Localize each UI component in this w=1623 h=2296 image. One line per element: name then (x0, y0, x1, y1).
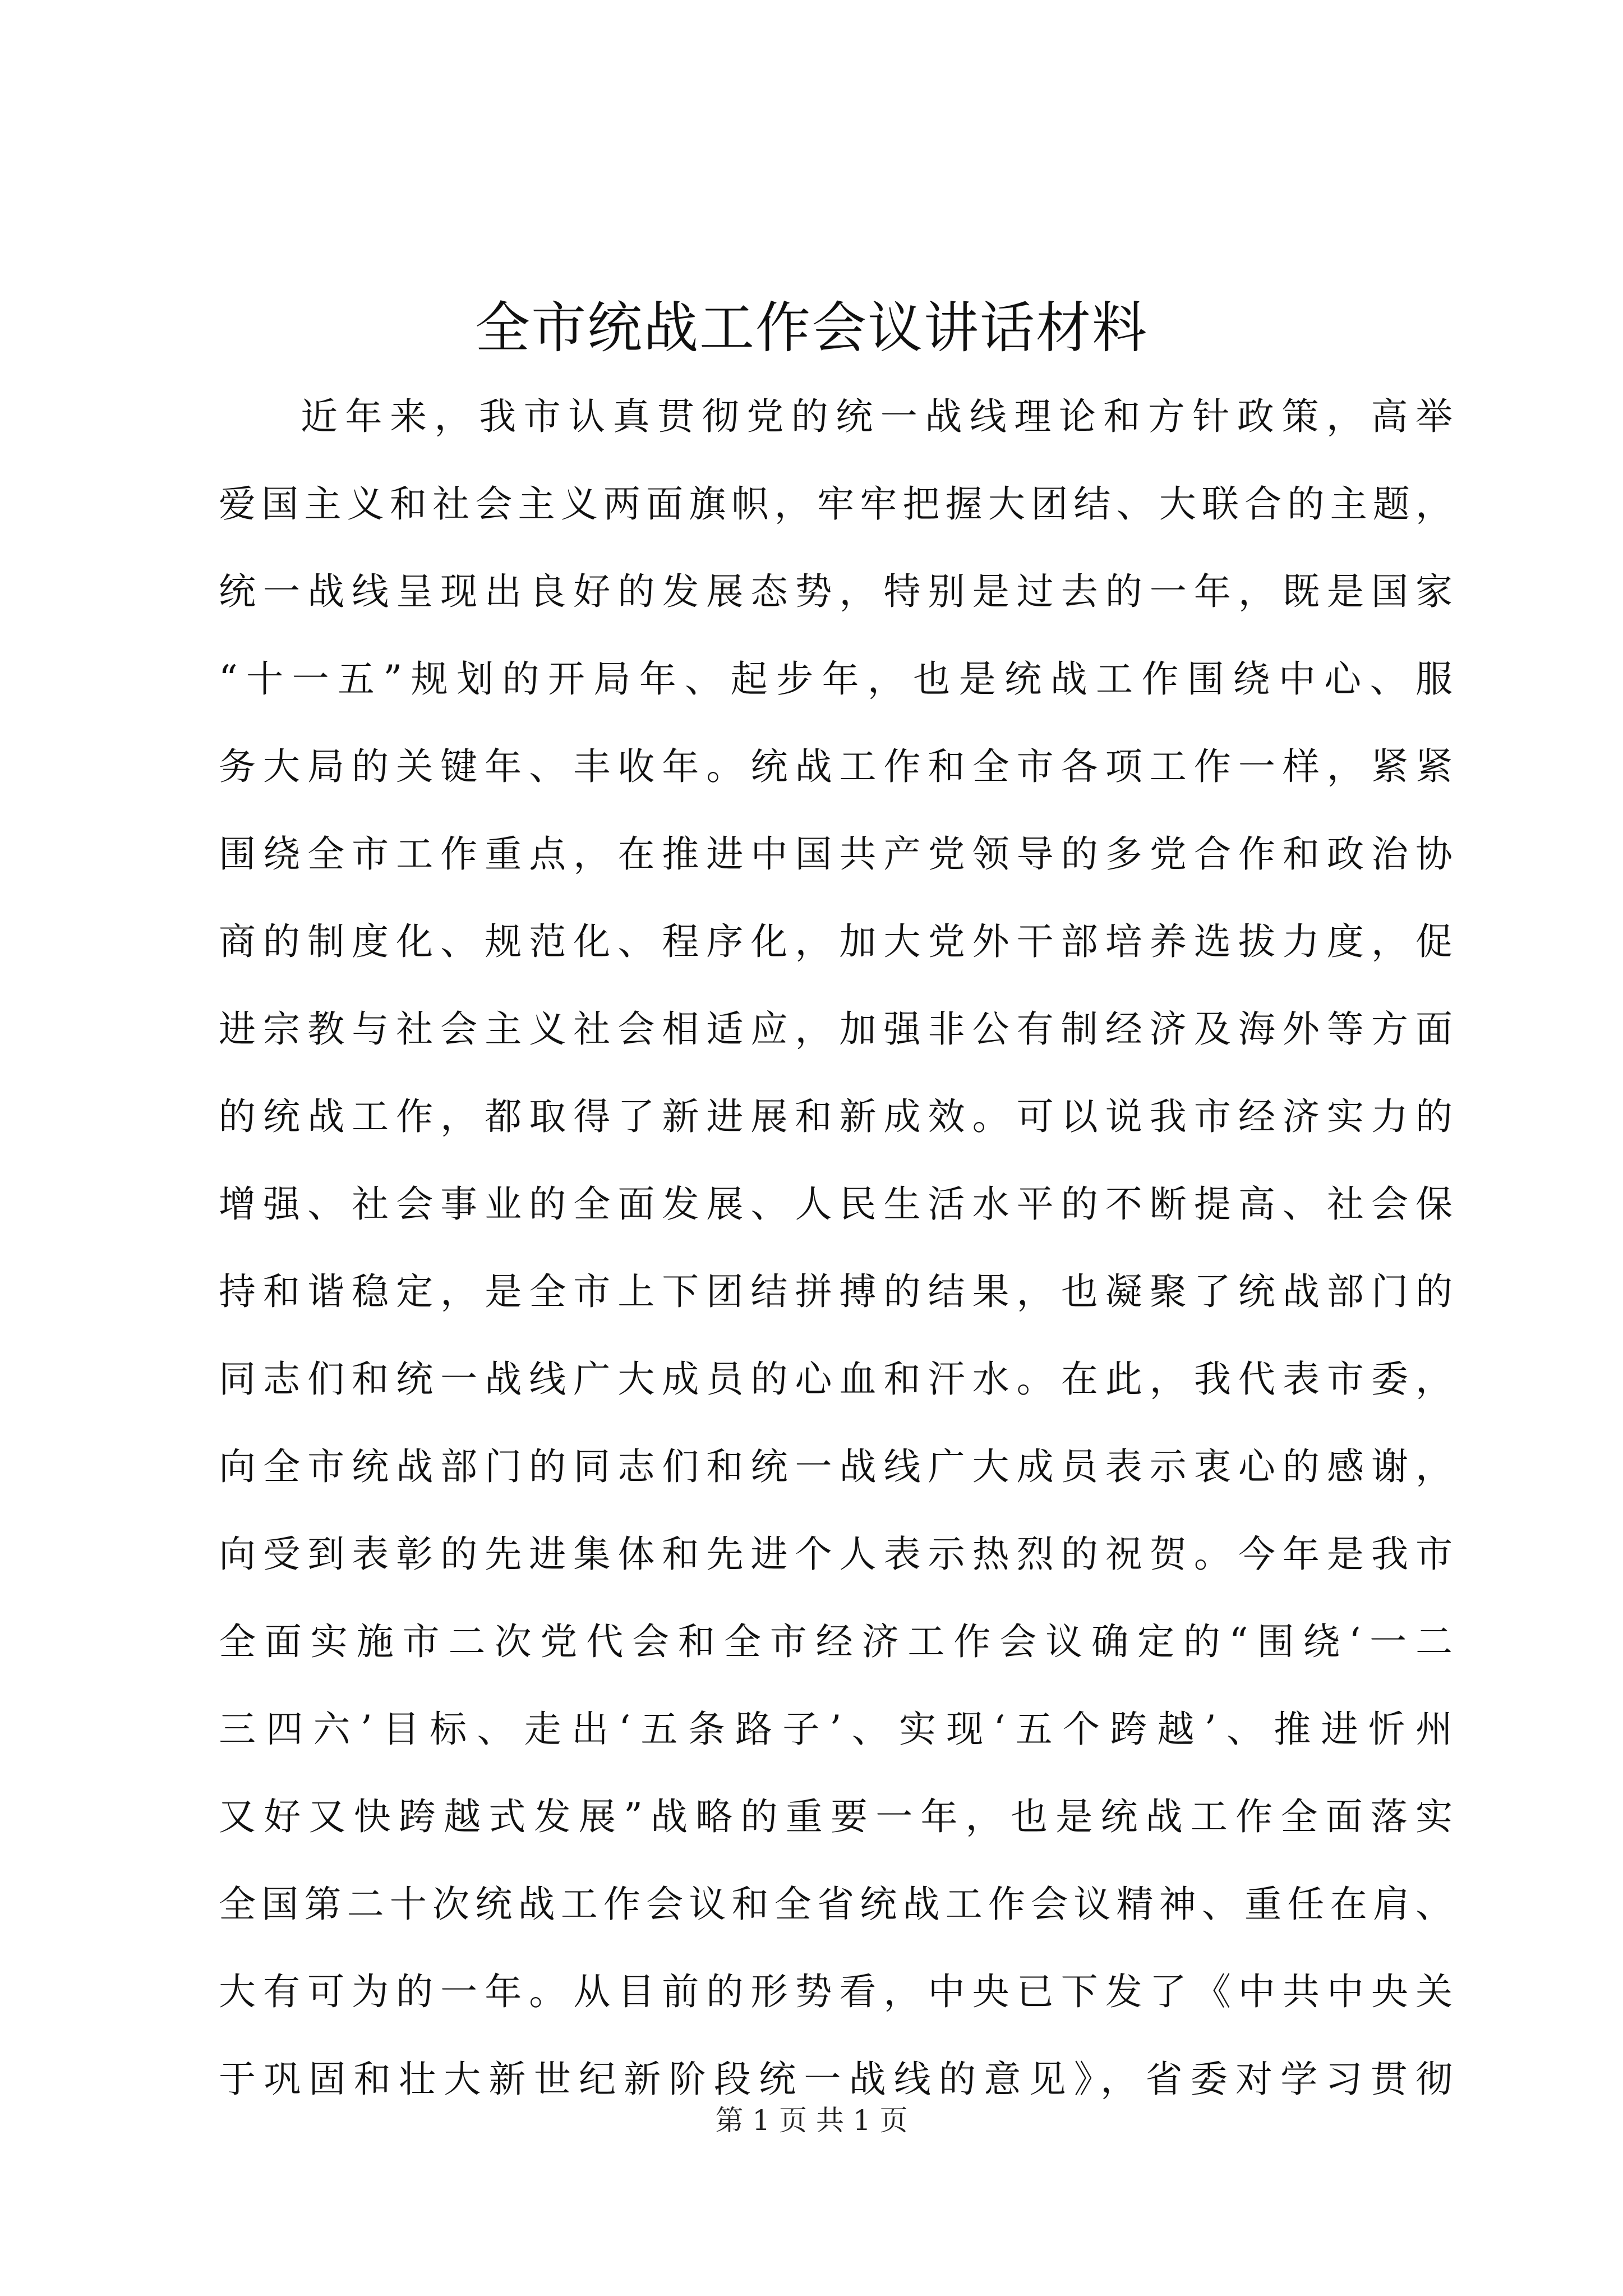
body-line: 持和谐稳定，是全市上下团结拼搏的结果，也凝聚了统战部门的 (219, 1270, 1453, 1313)
body-line: 向受到表彰的先进集体和先进个人表示热烈的祝贺。今年是我市 (219, 1533, 1453, 1576)
body-line: 于巩固和壮大新世纪新阶段统一战线的意见》，省委对学习贯彻 (219, 2058, 1453, 2101)
page-number: 第 1 页 共 1 页 (715, 2104, 908, 2137)
body-line: 又好又快跨越式发展”战略的重要一年，也是统战工作全面落实 (219, 1795, 1453, 1838)
body-line: 同志们和统一战线广大成员的心血和汗水。在此，我代表市委， (219, 1358, 1453, 1401)
document-title: 全市统战工作会议讲话材料 (474, 296, 1148, 360)
body-line: 围绕全市工作重点，在推进中国共产党领导的多党合作和政治协 (219, 832, 1453, 876)
body-line: 大有可为的一年。从目前的形势看，中央已下发了《中共中央关 (219, 1970, 1453, 2013)
body-line: 商的制度化、规范化、程序化，加大党外干部培养选拔力度，促 (219, 920, 1453, 963)
body-line: 全面实施市二次党代会和全市经济工作会议确定的“围绕‘一二 (219, 1620, 1453, 1663)
body-line: 爱国主义和社会主义两面旗帜，牢牢把握大团结、大联合的主题， (219, 482, 1453, 526)
body-line: 近年来，我市认真贯彻党的统一战线理论和方针政策，高举 (301, 395, 1453, 438)
body-line: 统一战线呈现出良好的发展态势，特别是过去的一年，既是国家 (219, 570, 1453, 613)
body-line: 全国第二十次统战工作会议和全省统战工作会议精神、重任在肩、 (219, 1883, 1453, 1926)
body-line: 增强、社会事业的全面发展、人民生活水平的不断提高、社会保 (219, 1182, 1453, 1226)
body-line: 务大局的关键年、丰收年。统战工作和全市各项工作一样，紧紧 (219, 745, 1453, 788)
body-line: 进宗教与社会主义社会相适应，加强非公有制经济及海外等方面 (219, 1007, 1453, 1051)
body-line: 三四六’目标、走出‘五条路子’、实现‘五个跨越’、推进忻州 (219, 1708, 1453, 1751)
body-line: 向全市统战部门的同志们和统一战线广大成员表示衷心的感谢， (219, 1445, 1453, 1488)
document-body (219, 373, 1453, 2123)
body-line: “十一五”规划的开局年、起步年，也是统战工作围绕中心、服 (219, 657, 1453, 701)
body-line: 的统战工作，都取得了新进展和新成效。可以说我市经济实力的 (219, 1095, 1453, 1138)
